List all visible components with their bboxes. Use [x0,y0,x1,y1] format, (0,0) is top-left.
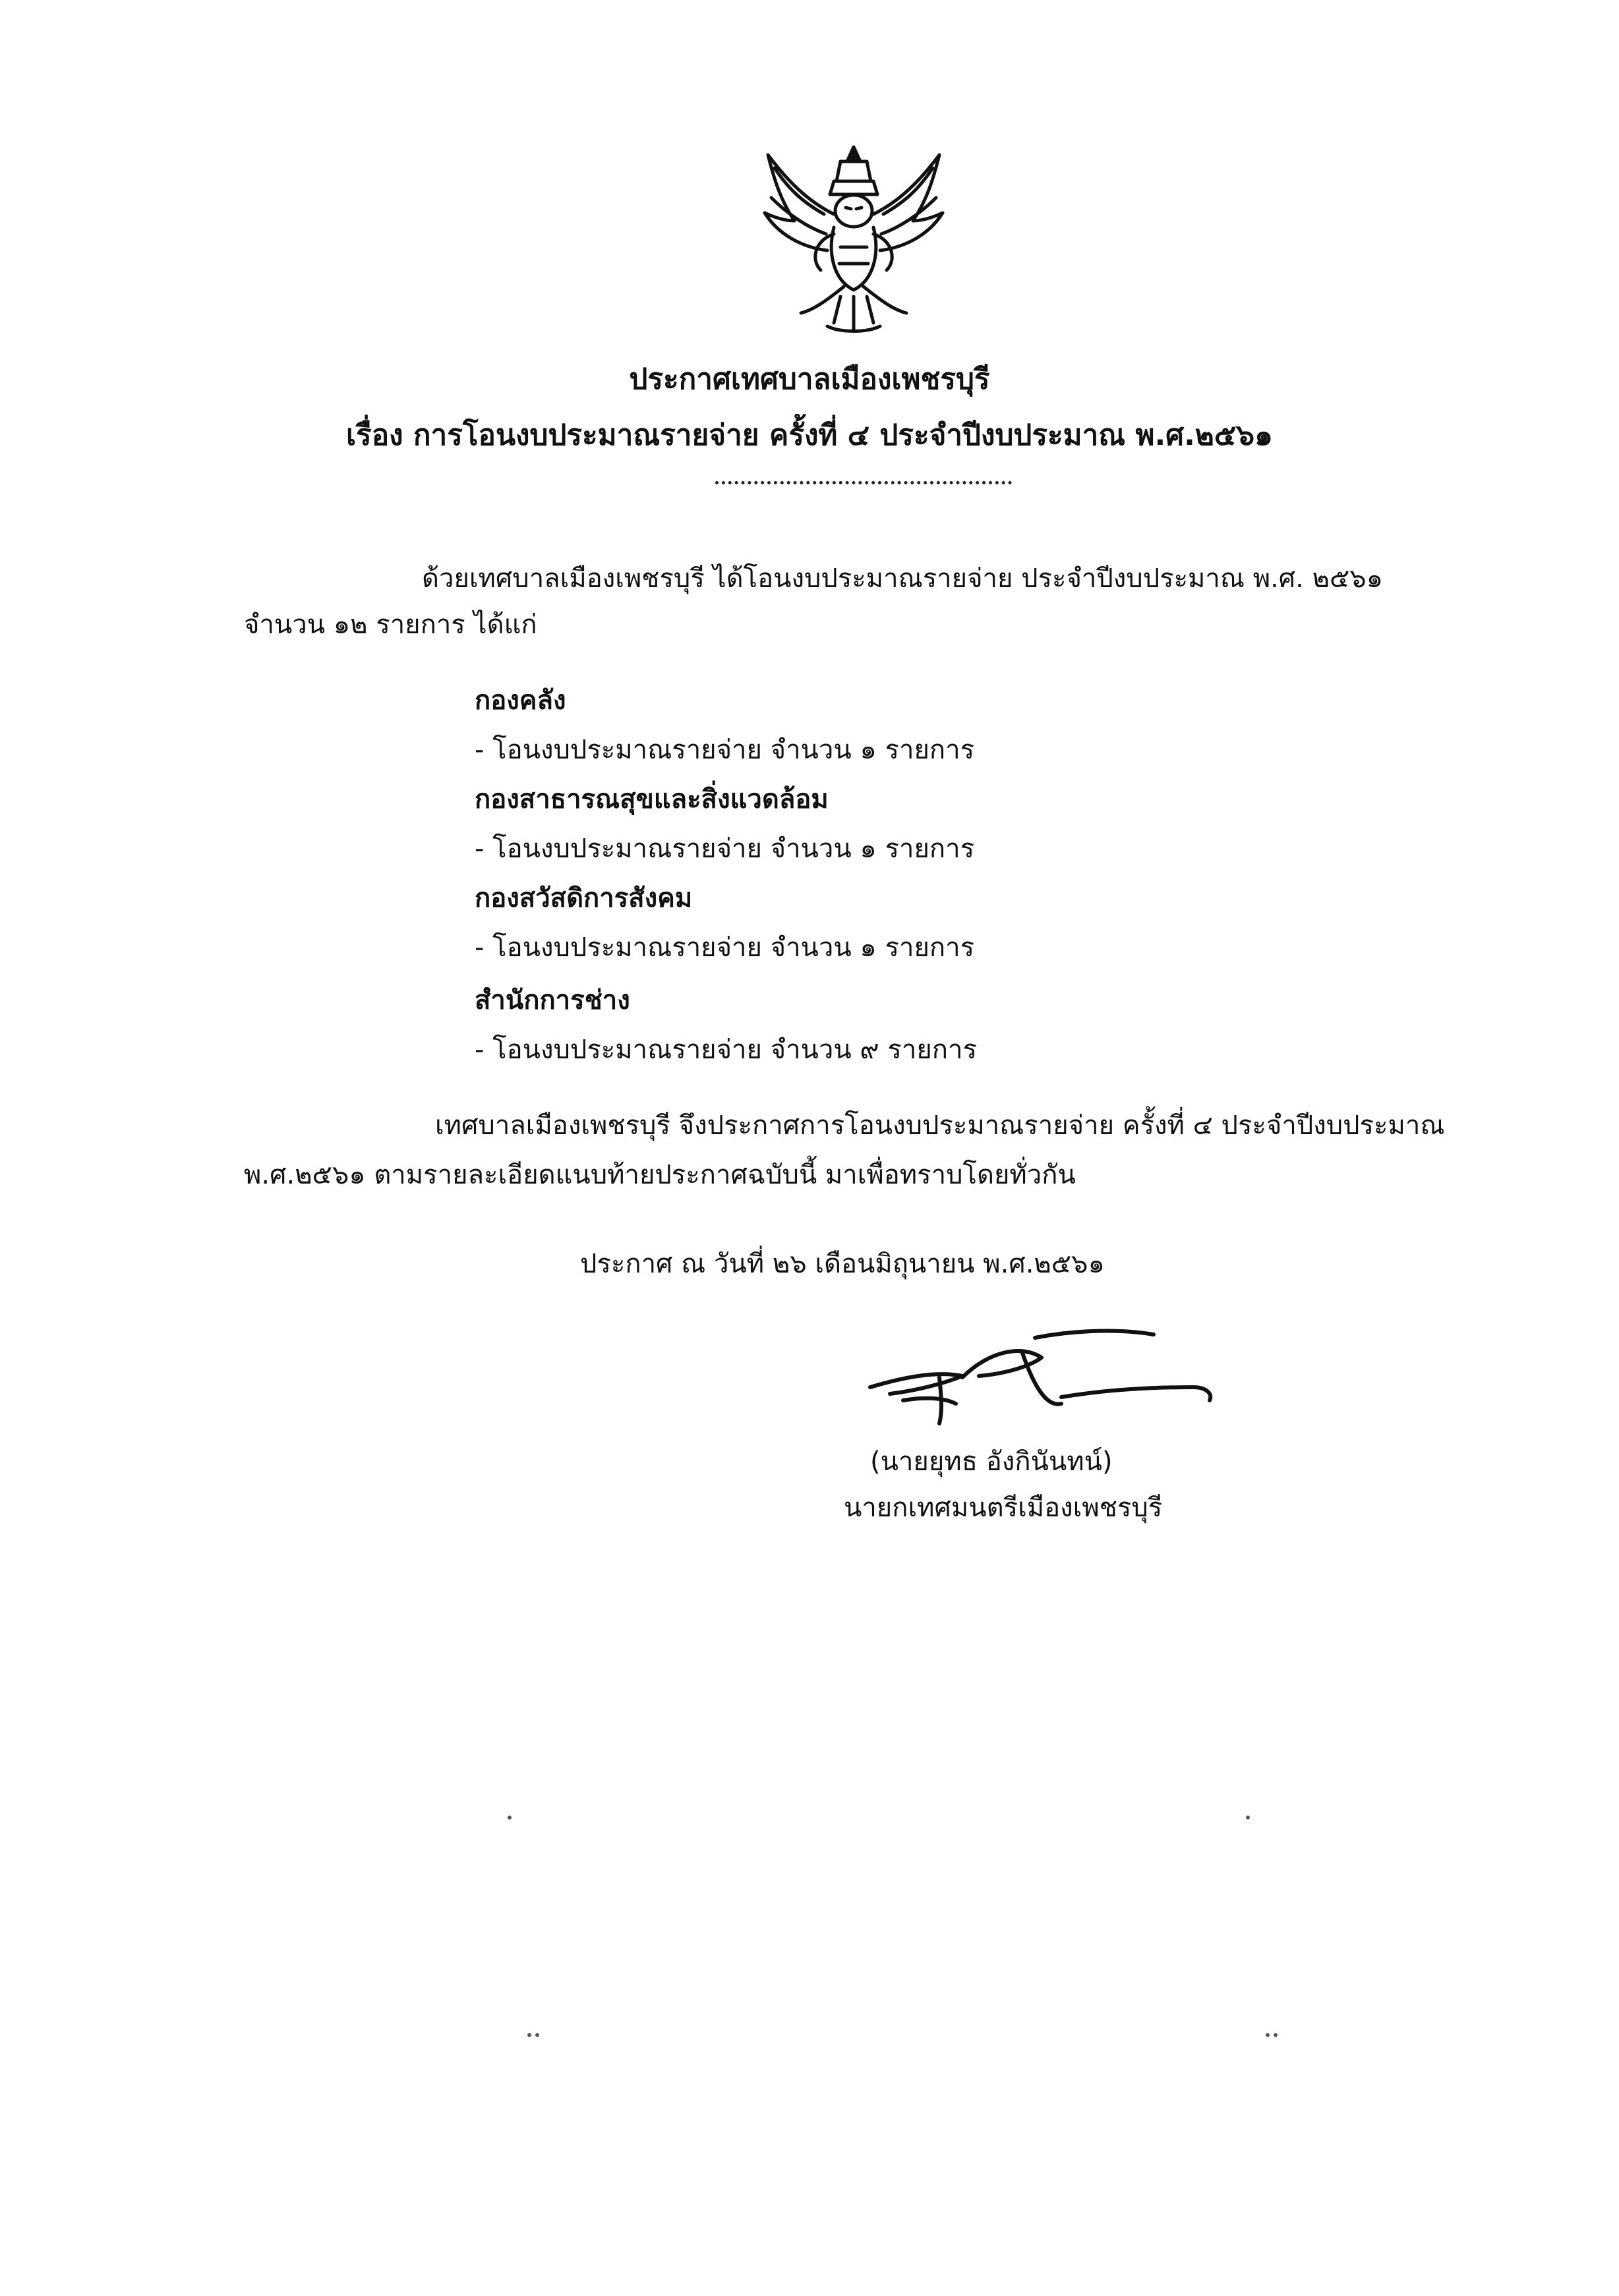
conclusion-line-2: พ.ศ.๒๕๖๑ ตามรายละเอียดแนบท้ายประกาศฉบับนี้ มาเพื่อทราบโดยทั่วกัน [244,1160,1076,1190]
intro-line-2: จำนวน ๑๒ รายการ ได้แก่ [244,610,537,640]
department-detail: - โอนงบประมาณรายจ่าย จำนวน ๙ รายการ [475,1035,977,1065]
department-name: กองสวัสดิการสังคม [475,883,693,913]
department-name: กองสาธารณสุขและสิ่งแวดล้อม [475,784,829,815]
announcement-subject: เรื่อง การโอนงบประมาณรายจ่าย ครั้งที่ ๔ ประจำปีงบประมาณ พ.ศ.๒๕๖๑ [346,418,1273,452]
department-detail: - โอนงบประมาณรายจ่าย จำนวน ๑ รายการ [475,834,975,864]
scan-speck [1246,1816,1250,1820]
title-separator [715,481,1012,484]
department-name: กองคลัง [475,685,566,716]
department-detail: - โอนงบประมาณรายจ่าย จำนวน ๑ รายการ [475,933,975,963]
announcement-title: ประกาศเทศบาลเมืองเพชรบุรี [629,362,990,396]
signature-mark [864,1325,1220,1437]
garuda-emblem-icon [748,135,959,346]
department-detail: - โอนงบประมาณรายจ่าย จำนวน ๑ รายการ [475,735,975,765]
scan-speck [1274,2033,1278,2037]
scan-speck [508,1816,512,1820]
conclusion-line-1: เทศบาลเมืองเพชรบุรี จึงประกาศการโอนงบประมาณรายจ่าย ครั้งที่ ๔ ประจำปีงบประมาณ [435,1110,1445,1141]
intro-line-1: ด้วยเทศบาลเมืองเพชรบุรี ได้โอนงบประมาณรายจ่าย ประจำปีงบประมาณ พ.ศ. ๒๕๖๑ [422,563,1384,594]
scan-speck [535,2033,539,2037]
signatory-position: นายกเทศมนตรีเมืองเพชรบุรี [844,1493,1163,1523]
scan-speck [1266,2033,1270,2037]
scan-speck [527,2033,531,2037]
department-name: สำนักการช่าง [475,985,630,1016]
announcement-date: ประกาศ ณ วันที่ ๒๖ เดือนมิถุนายน พ.ศ.๒๕๖๑ [580,1249,1105,1279]
signatory-name: (นายยุทธ อังกินันทน์) [870,1447,1113,1477]
